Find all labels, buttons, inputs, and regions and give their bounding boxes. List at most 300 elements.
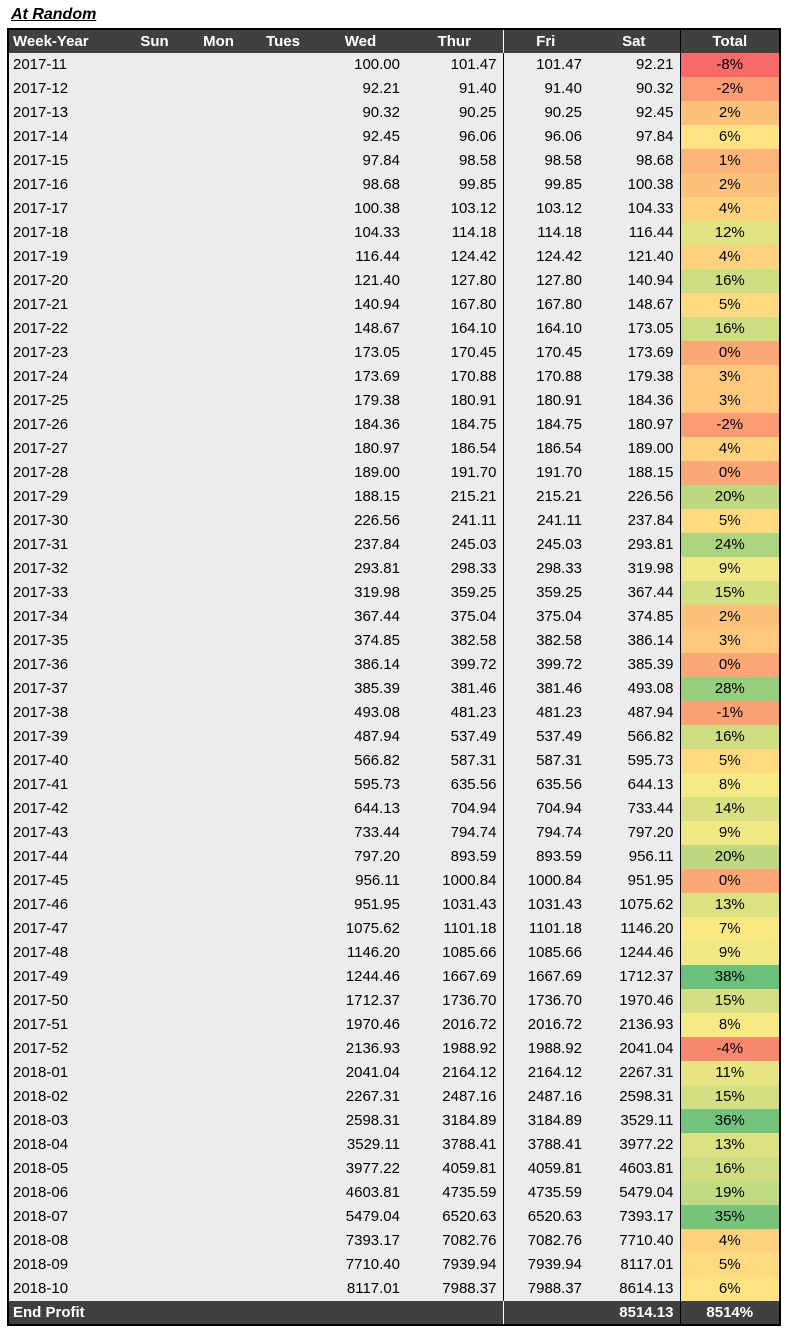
- cell-sun[interactable]: [123, 101, 186, 125]
- cell-week-year[interactable]: 2017-21: [8, 293, 123, 317]
- cell-thur[interactable]: 587.31: [406, 749, 503, 773]
- cell-mon[interactable]: [186, 197, 251, 221]
- cell-tues[interactable]: [251, 821, 315, 845]
- cell-mon[interactable]: [186, 725, 251, 749]
- cell-week-year[interactable]: 2017-22: [8, 317, 123, 341]
- cell-fri[interactable]: 180.91: [503, 389, 588, 413]
- cell-tues[interactable]: [251, 1277, 315, 1301]
- cell-thur[interactable]: 7988.37: [406, 1277, 503, 1301]
- cell-week-year[interactable]: 2017-17: [8, 197, 123, 221]
- cell-tues[interactable]: [251, 245, 315, 269]
- cell-total[interactable]: 9%: [680, 941, 780, 965]
- footer-tues[interactable]: [251, 1301, 315, 1325]
- cell-sat[interactable]: 487.94: [588, 701, 680, 725]
- cell-week-year[interactable]: 2017-27: [8, 437, 123, 461]
- cell-total[interactable]: 16%: [680, 1157, 780, 1181]
- cell-mon[interactable]: [186, 557, 251, 581]
- cell-wed[interactable]: 2598.31: [315, 1109, 406, 1133]
- cell-fri[interactable]: 6520.63: [503, 1205, 588, 1229]
- cell-thur[interactable]: 215.21: [406, 485, 503, 509]
- cell-sun[interactable]: [123, 605, 186, 629]
- cell-total[interactable]: 15%: [680, 581, 780, 605]
- cell-sat[interactable]: 1075.62: [588, 893, 680, 917]
- cell-fri[interactable]: 7082.76: [503, 1229, 588, 1253]
- cell-mon[interactable]: [186, 773, 251, 797]
- cell-tues[interactable]: [251, 725, 315, 749]
- cell-total[interactable]: 15%: [680, 989, 780, 1013]
- cell-sat[interactable]: 319.98: [588, 557, 680, 581]
- cell-sat[interactable]: 956.11: [588, 845, 680, 869]
- cell-mon[interactable]: [186, 581, 251, 605]
- cell-wed[interactable]: 98.68: [315, 173, 406, 197]
- cell-sun[interactable]: [123, 797, 186, 821]
- cell-tues[interactable]: [251, 1061, 315, 1085]
- cell-mon[interactable]: [186, 1109, 251, 1133]
- cell-mon[interactable]: [186, 1061, 251, 1085]
- cell-thur[interactable]: 180.91: [406, 389, 503, 413]
- cell-fri[interactable]: 1085.66: [503, 941, 588, 965]
- cell-fri[interactable]: 99.85: [503, 173, 588, 197]
- cell-week-year[interactable]: 2017-34: [8, 605, 123, 629]
- cell-fri[interactable]: 191.70: [503, 461, 588, 485]
- cell-fri[interactable]: 794.74: [503, 821, 588, 845]
- cell-thur[interactable]: 4735.59: [406, 1181, 503, 1205]
- cell-fri[interactable]: 399.72: [503, 653, 588, 677]
- cell-mon[interactable]: [186, 965, 251, 989]
- cell-week-year[interactable]: 2017-33: [8, 581, 123, 605]
- cell-wed[interactable]: 1146.20: [315, 941, 406, 965]
- cell-total[interactable]: 5%: [680, 509, 780, 533]
- cell-mon[interactable]: [186, 677, 251, 701]
- cell-sun[interactable]: [123, 653, 186, 677]
- cell-fri[interactable]: 2487.16: [503, 1085, 588, 1109]
- cell-sat[interactable]: 8614.13: [588, 1277, 680, 1301]
- cell-week-year[interactable]: 2017-48: [8, 941, 123, 965]
- cell-thur[interactable]: 382.58: [406, 629, 503, 653]
- cell-mon[interactable]: [186, 701, 251, 725]
- cell-fri[interactable]: 3788.41: [503, 1133, 588, 1157]
- cell-sat[interactable]: 92.45: [588, 101, 680, 125]
- cell-total[interactable]: 16%: [680, 725, 780, 749]
- cell-week-year[interactable]: 2017-38: [8, 701, 123, 725]
- cell-wed[interactable]: 97.84: [315, 149, 406, 173]
- cell-total[interactable]: 13%: [680, 893, 780, 917]
- cell-sun[interactable]: [123, 773, 186, 797]
- cell-tues[interactable]: [251, 965, 315, 989]
- cell-mon[interactable]: [186, 461, 251, 485]
- cell-total[interactable]: 16%: [680, 269, 780, 293]
- cell-total[interactable]: 24%: [680, 533, 780, 557]
- cell-wed[interactable]: 951.95: [315, 893, 406, 917]
- cell-sat[interactable]: 1244.46: [588, 941, 680, 965]
- cell-wed[interactable]: 644.13: [315, 797, 406, 821]
- cell-week-year[interactable]: 2017-36: [8, 653, 123, 677]
- cell-thur[interactable]: 164.10: [406, 317, 503, 341]
- cell-sat[interactable]: 104.33: [588, 197, 680, 221]
- cell-sat[interactable]: 173.69: [588, 341, 680, 365]
- cell-fri[interactable]: 101.47: [503, 53, 588, 77]
- cell-thur[interactable]: 375.04: [406, 605, 503, 629]
- cell-wed[interactable]: 733.44: [315, 821, 406, 845]
- cell-mon[interactable]: [186, 1253, 251, 1277]
- cell-thur[interactable]: 170.88: [406, 365, 503, 389]
- cell-wed[interactable]: 1244.46: [315, 965, 406, 989]
- cell-sun[interactable]: [123, 893, 186, 917]
- cell-week-year[interactable]: 2017-52: [8, 1037, 123, 1061]
- cell-mon[interactable]: [186, 893, 251, 917]
- cell-tues[interactable]: [251, 941, 315, 965]
- cell-wed[interactable]: 189.00: [315, 461, 406, 485]
- cell-wed[interactable]: 7710.40: [315, 1253, 406, 1277]
- cell-thur[interactable]: 184.75: [406, 413, 503, 437]
- cell-sat[interactable]: 7393.17: [588, 1205, 680, 1229]
- col-header-week-year[interactable]: Week-Year: [8, 29, 123, 53]
- cell-fri[interactable]: 103.12: [503, 197, 588, 221]
- cell-sun[interactable]: [123, 1157, 186, 1181]
- cell-thur[interactable]: 298.33: [406, 557, 503, 581]
- cell-thur[interactable]: 2487.16: [406, 1085, 503, 1109]
- cell-total[interactable]: 0%: [680, 869, 780, 893]
- cell-mon[interactable]: [186, 485, 251, 509]
- cell-sat[interactable]: 2267.31: [588, 1061, 680, 1085]
- cell-tues[interactable]: [251, 1109, 315, 1133]
- cell-mon[interactable]: [186, 1013, 251, 1037]
- cell-sun[interactable]: [123, 941, 186, 965]
- cell-thur[interactable]: 127.80: [406, 269, 503, 293]
- cell-total[interactable]: 5%: [680, 293, 780, 317]
- cell-total[interactable]: 5%: [680, 1253, 780, 1277]
- cell-fri[interactable]: 215.21: [503, 485, 588, 509]
- cell-thur[interactable]: 96.06: [406, 125, 503, 149]
- cell-mon[interactable]: [186, 917, 251, 941]
- cell-tues[interactable]: [251, 1157, 315, 1181]
- cell-mon[interactable]: [186, 437, 251, 461]
- cell-sat[interactable]: 8117.01: [588, 1253, 680, 1277]
- cell-week-year[interactable]: 2017-49: [8, 965, 123, 989]
- cell-sat[interactable]: 385.39: [588, 653, 680, 677]
- col-header-mon[interactable]: Mon: [186, 29, 251, 53]
- cell-wed[interactable]: 179.38: [315, 389, 406, 413]
- cell-sun[interactable]: [123, 293, 186, 317]
- cell-sun[interactable]: [123, 749, 186, 773]
- cell-wed[interactable]: 140.94: [315, 293, 406, 317]
- cell-sat[interactable]: 367.44: [588, 581, 680, 605]
- cell-wed[interactable]: 386.14: [315, 653, 406, 677]
- cell-wed[interactable]: 100.38: [315, 197, 406, 221]
- cell-fri[interactable]: 1988.92: [503, 1037, 588, 1061]
- cell-wed[interactable]: 487.94: [315, 725, 406, 749]
- cell-tues[interactable]: [251, 53, 315, 77]
- cell-sat[interactable]: 92.21: [588, 53, 680, 77]
- cell-sun[interactable]: [123, 581, 186, 605]
- cell-fri[interactable]: 90.25: [503, 101, 588, 125]
- cell-thur[interactable]: 537.49: [406, 725, 503, 749]
- cell-sat[interactable]: 148.67: [588, 293, 680, 317]
- cell-sat[interactable]: 595.73: [588, 749, 680, 773]
- cell-total[interactable]: 11%: [680, 1061, 780, 1085]
- cell-tues[interactable]: [251, 629, 315, 653]
- cell-wed[interactable]: 566.82: [315, 749, 406, 773]
- col-header-sat[interactable]: Sat: [588, 29, 680, 53]
- cell-total[interactable]: 28%: [680, 677, 780, 701]
- cell-thur[interactable]: 7939.94: [406, 1253, 503, 1277]
- cell-tues[interactable]: [251, 293, 315, 317]
- cell-mon[interactable]: [186, 941, 251, 965]
- cell-mon[interactable]: [186, 509, 251, 533]
- cell-total[interactable]: 2%: [680, 101, 780, 125]
- cell-sat[interactable]: 293.81: [588, 533, 680, 557]
- cell-fri[interactable]: 537.49: [503, 725, 588, 749]
- cell-mon[interactable]: [186, 797, 251, 821]
- cell-sun[interactable]: [123, 389, 186, 413]
- footer-wed[interactable]: [315, 1301, 406, 1325]
- cell-sat[interactable]: 386.14: [588, 629, 680, 653]
- cell-fri[interactable]: 7939.94: [503, 1253, 588, 1277]
- cell-thur[interactable]: 114.18: [406, 221, 503, 245]
- cell-week-year[interactable]: 2018-06: [8, 1181, 123, 1205]
- cell-sat[interactable]: 4603.81: [588, 1157, 680, 1181]
- cell-tues[interactable]: [251, 77, 315, 101]
- cell-sun[interactable]: [123, 677, 186, 701]
- cell-total[interactable]: 5%: [680, 749, 780, 773]
- cell-tues[interactable]: [251, 1229, 315, 1253]
- cell-mon[interactable]: [186, 1037, 251, 1061]
- cell-fri[interactable]: 167.80: [503, 293, 588, 317]
- cell-total[interactable]: 15%: [680, 1085, 780, 1109]
- cell-thur[interactable]: 103.12: [406, 197, 503, 221]
- cell-week-year[interactable]: 2017-14: [8, 125, 123, 149]
- cell-tues[interactable]: [251, 197, 315, 221]
- cell-wed[interactable]: 797.20: [315, 845, 406, 869]
- cell-total[interactable]: 20%: [680, 845, 780, 869]
- cell-mon[interactable]: [186, 1205, 251, 1229]
- cell-week-year[interactable]: 2018-09: [8, 1253, 123, 1277]
- cell-sun[interactable]: [123, 869, 186, 893]
- cell-wed[interactable]: 374.85: [315, 629, 406, 653]
- cell-tues[interactable]: [251, 125, 315, 149]
- cell-week-year[interactable]: 2017-12: [8, 77, 123, 101]
- cell-thur[interactable]: 1000.84: [406, 869, 503, 893]
- cell-fri[interactable]: 4059.81: [503, 1157, 588, 1181]
- cell-sun[interactable]: [123, 221, 186, 245]
- cell-sun[interactable]: [123, 365, 186, 389]
- cell-sat[interactable]: 2598.31: [588, 1085, 680, 1109]
- cell-week-year[interactable]: 2017-44: [8, 845, 123, 869]
- cell-tues[interactable]: [251, 677, 315, 701]
- cell-sun[interactable]: [123, 437, 186, 461]
- cell-total[interactable]: 4%: [680, 437, 780, 461]
- cell-week-year[interactable]: 2018-04: [8, 1133, 123, 1157]
- cell-mon[interactable]: [186, 125, 251, 149]
- cell-fri[interactable]: 1031.43: [503, 893, 588, 917]
- cell-mon[interactable]: [186, 1085, 251, 1109]
- cell-sat[interactable]: 374.85: [588, 605, 680, 629]
- cell-thur[interactable]: 635.56: [406, 773, 503, 797]
- cell-fri[interactable]: 587.31: [503, 749, 588, 773]
- cell-tues[interactable]: [251, 1037, 315, 1061]
- cell-week-year[interactable]: 2017-41: [8, 773, 123, 797]
- cell-thur[interactable]: 1101.18: [406, 917, 503, 941]
- cell-total[interactable]: -8%: [680, 53, 780, 77]
- end-profit-sat[interactable]: 8514.13: [588, 1301, 680, 1325]
- cell-sat[interactable]: 1970.46: [588, 989, 680, 1013]
- cell-tues[interactable]: [251, 413, 315, 437]
- footer-thur[interactable]: [406, 1301, 503, 1325]
- cell-sun[interactable]: [123, 53, 186, 77]
- cell-total[interactable]: 16%: [680, 317, 780, 341]
- cell-mon[interactable]: [186, 389, 251, 413]
- cell-mon[interactable]: [186, 1181, 251, 1205]
- col-header-tues[interactable]: Tues: [251, 29, 315, 53]
- cell-sat[interactable]: 90.32: [588, 77, 680, 101]
- cell-sat[interactable]: 951.95: [588, 869, 680, 893]
- cell-thur[interactable]: 481.23: [406, 701, 503, 725]
- cell-thur[interactable]: 3184.89: [406, 1109, 503, 1133]
- cell-thur[interactable]: 245.03: [406, 533, 503, 557]
- cell-fri[interactable]: 7988.37: [503, 1277, 588, 1301]
- cell-total[interactable]: 7%: [680, 917, 780, 941]
- cell-tues[interactable]: [251, 773, 315, 797]
- cell-week-year[interactable]: 2017-29: [8, 485, 123, 509]
- cell-sat[interactable]: 184.36: [588, 389, 680, 413]
- cell-thur[interactable]: 399.72: [406, 653, 503, 677]
- cell-tues[interactable]: [251, 557, 315, 581]
- col-header-thur[interactable]: Thur: [406, 29, 503, 53]
- cell-thur[interactable]: 170.45: [406, 341, 503, 365]
- cell-week-year[interactable]: 2017-20: [8, 269, 123, 293]
- cell-sun[interactable]: [123, 197, 186, 221]
- end-profit-total[interactable]: 8514%: [680, 1301, 780, 1325]
- cell-sat[interactable]: 121.40: [588, 245, 680, 269]
- cell-thur[interactable]: 2016.72: [406, 1013, 503, 1037]
- cell-total[interactable]: 9%: [680, 821, 780, 845]
- cell-week-year[interactable]: 2017-11: [8, 53, 123, 77]
- cell-sun[interactable]: [123, 1109, 186, 1133]
- cell-fri[interactable]: 186.54: [503, 437, 588, 461]
- cell-mon[interactable]: [186, 653, 251, 677]
- cell-mon[interactable]: [186, 821, 251, 845]
- cell-fri[interactable]: 96.06: [503, 125, 588, 149]
- cell-week-year[interactable]: 2017-16: [8, 173, 123, 197]
- cell-week-year[interactable]: 2017-23: [8, 341, 123, 365]
- cell-sun[interactable]: [123, 149, 186, 173]
- cell-tues[interactable]: [251, 749, 315, 773]
- cell-sun[interactable]: [123, 917, 186, 941]
- cell-sat[interactable]: 116.44: [588, 221, 680, 245]
- cell-sat[interactable]: 566.82: [588, 725, 680, 749]
- end-profit-label[interactable]: End Profit: [8, 1301, 123, 1325]
- cell-mon[interactable]: [186, 53, 251, 77]
- cell-sat[interactable]: 733.44: [588, 797, 680, 821]
- cell-sat[interactable]: 797.20: [588, 821, 680, 845]
- cell-wed[interactable]: 92.21: [315, 77, 406, 101]
- cell-week-year[interactable]: 2018-02: [8, 1085, 123, 1109]
- cell-week-year[interactable]: 2017-13: [8, 101, 123, 125]
- cell-sun[interactable]: [123, 1013, 186, 1037]
- cell-fri[interactable]: 170.88: [503, 365, 588, 389]
- cell-sun[interactable]: [123, 701, 186, 725]
- cell-sat[interactable]: 189.00: [588, 437, 680, 461]
- cell-tues[interactable]: [251, 509, 315, 533]
- cell-wed[interactable]: 148.67: [315, 317, 406, 341]
- cell-tues[interactable]: [251, 533, 315, 557]
- cell-fri[interactable]: 91.40: [503, 77, 588, 101]
- cell-mon[interactable]: [186, 1229, 251, 1253]
- cell-sun[interactable]: [123, 1061, 186, 1085]
- cell-mon[interactable]: [186, 221, 251, 245]
- cell-wed[interactable]: 116.44: [315, 245, 406, 269]
- cell-sun[interactable]: [123, 533, 186, 557]
- cell-wed[interactable]: 1075.62: [315, 917, 406, 941]
- cell-total[interactable]: 0%: [680, 653, 780, 677]
- cell-thur[interactable]: 90.25: [406, 101, 503, 125]
- cell-thur[interactable]: 99.85: [406, 173, 503, 197]
- cell-fri[interactable]: 170.45: [503, 341, 588, 365]
- cell-fri[interactable]: 1000.84: [503, 869, 588, 893]
- cell-thur[interactable]: 1085.66: [406, 941, 503, 965]
- cell-week-year[interactable]: 2017-30: [8, 509, 123, 533]
- cell-mon[interactable]: [186, 845, 251, 869]
- cell-tues[interactable]: [251, 845, 315, 869]
- cell-thur[interactable]: 91.40: [406, 77, 503, 101]
- cell-wed[interactable]: 184.36: [315, 413, 406, 437]
- cell-sat[interactable]: 98.68: [588, 149, 680, 173]
- cell-tues[interactable]: [251, 149, 315, 173]
- cell-fri[interactable]: 1101.18: [503, 917, 588, 941]
- cell-wed[interactable]: 188.15: [315, 485, 406, 509]
- cell-week-year[interactable]: 2017-51: [8, 1013, 123, 1037]
- cell-tues[interactable]: [251, 605, 315, 629]
- cell-total[interactable]: 1%: [680, 149, 780, 173]
- cell-sat[interactable]: 180.97: [588, 413, 680, 437]
- cell-thur[interactable]: 794.74: [406, 821, 503, 845]
- cell-tues[interactable]: [251, 1205, 315, 1229]
- cell-wed[interactable]: 1970.46: [315, 1013, 406, 1037]
- cell-sun[interactable]: [123, 1133, 186, 1157]
- cell-fri[interactable]: 635.56: [503, 773, 588, 797]
- cell-total[interactable]: 3%: [680, 389, 780, 413]
- cell-fri[interactable]: 1736.70: [503, 989, 588, 1013]
- cell-sun[interactable]: [123, 77, 186, 101]
- cell-total[interactable]: 2%: [680, 173, 780, 197]
- cell-mon[interactable]: [186, 365, 251, 389]
- cell-sun[interactable]: [123, 725, 186, 749]
- cell-fri[interactable]: 98.58: [503, 149, 588, 173]
- cell-fri[interactable]: 114.18: [503, 221, 588, 245]
- cell-fri[interactable]: 127.80: [503, 269, 588, 293]
- col-header-total[interactable]: Total: [680, 29, 780, 53]
- cell-week-year[interactable]: 2017-50: [8, 989, 123, 1013]
- cell-week-year[interactable]: 2017-47: [8, 917, 123, 941]
- cell-sun[interactable]: [123, 173, 186, 197]
- cell-thur[interactable]: 124.42: [406, 245, 503, 269]
- cell-wed[interactable]: 2041.04: [315, 1061, 406, 1085]
- cell-sat[interactable]: 2136.93: [588, 1013, 680, 1037]
- cell-tues[interactable]: [251, 917, 315, 941]
- cell-week-year[interactable]: 2018-08: [8, 1229, 123, 1253]
- cell-total[interactable]: 19%: [680, 1181, 780, 1205]
- cell-wed[interactable]: 92.45: [315, 125, 406, 149]
- cell-week-year[interactable]: 2017-45: [8, 869, 123, 893]
- cell-fri[interactable]: 893.59: [503, 845, 588, 869]
- cell-mon[interactable]: [186, 749, 251, 773]
- cell-sun[interactable]: [123, 1205, 186, 1229]
- cell-fri[interactable]: 3184.89: [503, 1109, 588, 1133]
- cell-mon[interactable]: [186, 1277, 251, 1301]
- cell-week-year[interactable]: 2017-32: [8, 557, 123, 581]
- cell-mon[interactable]: [186, 1133, 251, 1157]
- cell-week-year[interactable]: 2017-42: [8, 797, 123, 821]
